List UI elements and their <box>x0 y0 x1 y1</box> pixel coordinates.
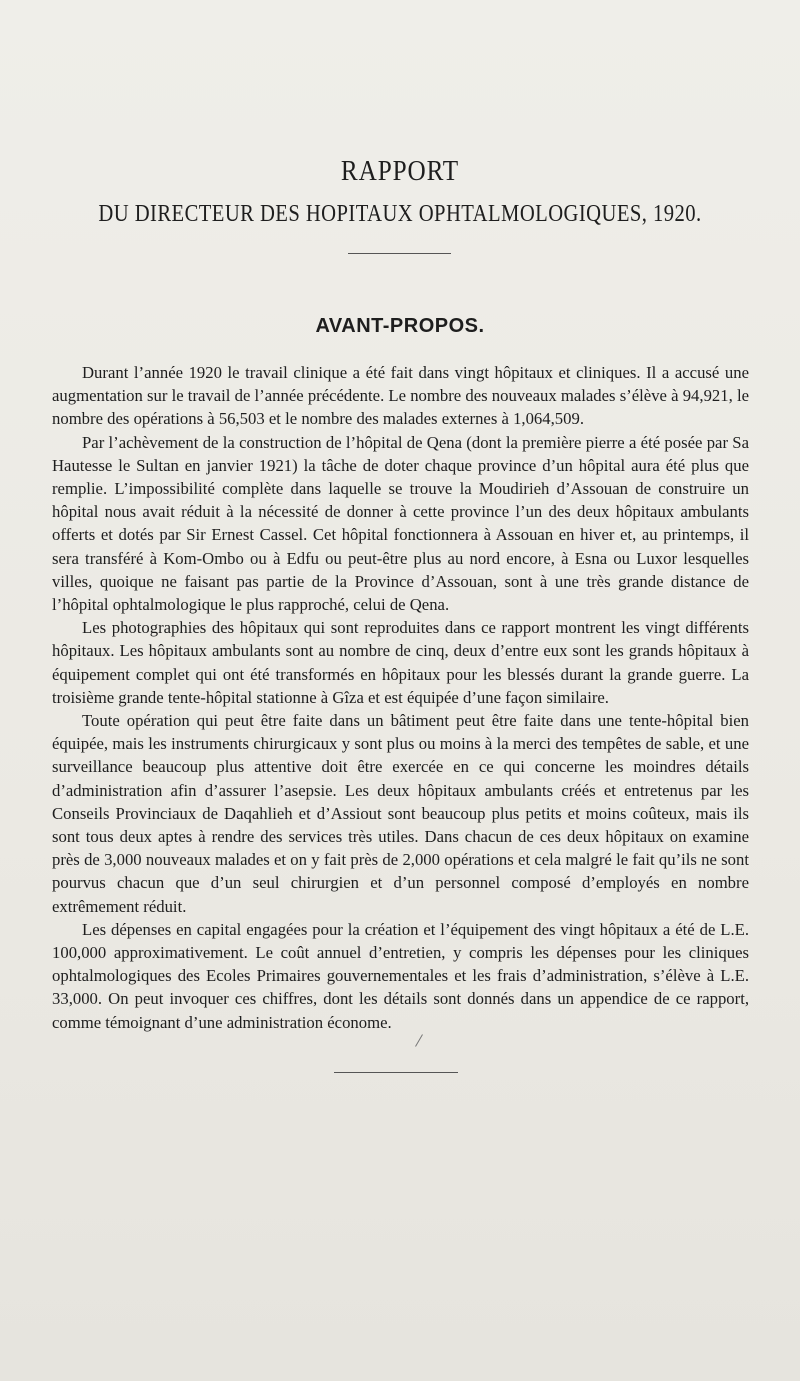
end-divider <box>334 1072 458 1073</box>
body-text <box>52 361 749 1034</box>
stray-pen-mark <box>415 1034 423 1047</box>
section-heading: AVANT-PROPOS. <box>315 315 485 337</box>
report-subtitle: DU DIRECTEUR DES HOPITAUX OPHTALMOLOGIQUES, 1920. <box>98 201 702 227</box>
paragraph-4: Toute opération qui peut être faite dans un bâtiment peut être faite dans une tente-hôpital bien équipée, mais les instruments chirurgicaux y sont plus ou moins à la merci des tempêtes de sable, et une surveillance beaucoup plus attentive doit être exercée en ce qui concerne les moindres détails d’administration afin d’assurer l’asepsie. Les deux hôpitaux ambulants créés et entretenus par les Conseils Provinciaux de Daqahlieh et d’Assiout sont beaucoup plus petits et moins coûteux, mais ils sont tous deux aptes à rendre des services très utiles. Dans chacun de ces deux hôpitaux on examine près de 3,000 nouveaux malades et on y fait près de 2,000 opérations et cela malgré le fait qu’ils ne sont pourvus chacun que d’un seul chirurgien et d’un personnel composé d’employés en nombre extrêmement réduit. <box>52 711 749 916</box>
paragraph-3: Les photographies des hôpitaux qui sont reproduites dans ce rapport montrent les vingt différents hôpitaux. Les hôpitaux ambulants sont au nombre de cinq, deux d’entre eux sont les grands hôpitaux à équipement complet qui ont été transformés en hôpitaux pour les blessés durant la grande guerre. La troisième grande tente-hôpital stationne à Gîza et est équipée d’une façon similaire. <box>52 618 749 707</box>
paragraph-1: Durant l’année 1920 le travail clinique a été fait dans vingt hôpitaux et cliniques. Il a accusé une augmentation sur le travail de l’année précédente. Le nombre des nouveaux malades s’élève à 94,921, le nombre des opérations à 56,503 et le nombre des malades externes à 1,064,509. <box>52 363 749 429</box>
paragraph-2: Par l’achèvement de la construction de l’hôpital de Qena (dont la première pierre a été posée par Sa Hautesse le Sultan en janvier 1921) la tâche de doter chaque province d’un hôpital aura été plus que remplie. L’impossibilité complète dans laquelle se trouve la Moudirieh d’Assouan de construire un hôpital nous avait réduit à la nécessité de donner à cette province l’un des deux hôpitaux ambulants offerts et dotés par Sir Ernest Cassel. Cet hôpital fonctionnera à Assouan en hiver et, au printemps, il sera transféré à Kom-Ombo ou à Edfu ou peut-être plus au nord encore, à Esna ou Luxor lesquelles villes, quoique ne faisant pas partie de la Province d’Assouan, sont à une très grande distance de l’hôpital ophtalmologique le plus rapproché, celui de Qena. <box>52 432 749 615</box>
title-divider <box>348 253 451 254</box>
report-title: RAPPORT <box>340 156 460 187</box>
paragraph-5: Les dépenses en capital engagées pour la création et l’équipement des vingt hôpitaux a été de L.E. 100,000 approximativement. Le coût annuel d’entretien, y compris les dépenses pour les cliniques ophtalmologiques des Ecoles Primaires gouvernementales et les frais d’administration, s’élève à L.E. 33,000. On peut invoquer ces chiffres, dont les détails sont donnés dans un appendice de ce rapport, comme témoignant d’une administration économe. <box>52 919 749 1032</box>
